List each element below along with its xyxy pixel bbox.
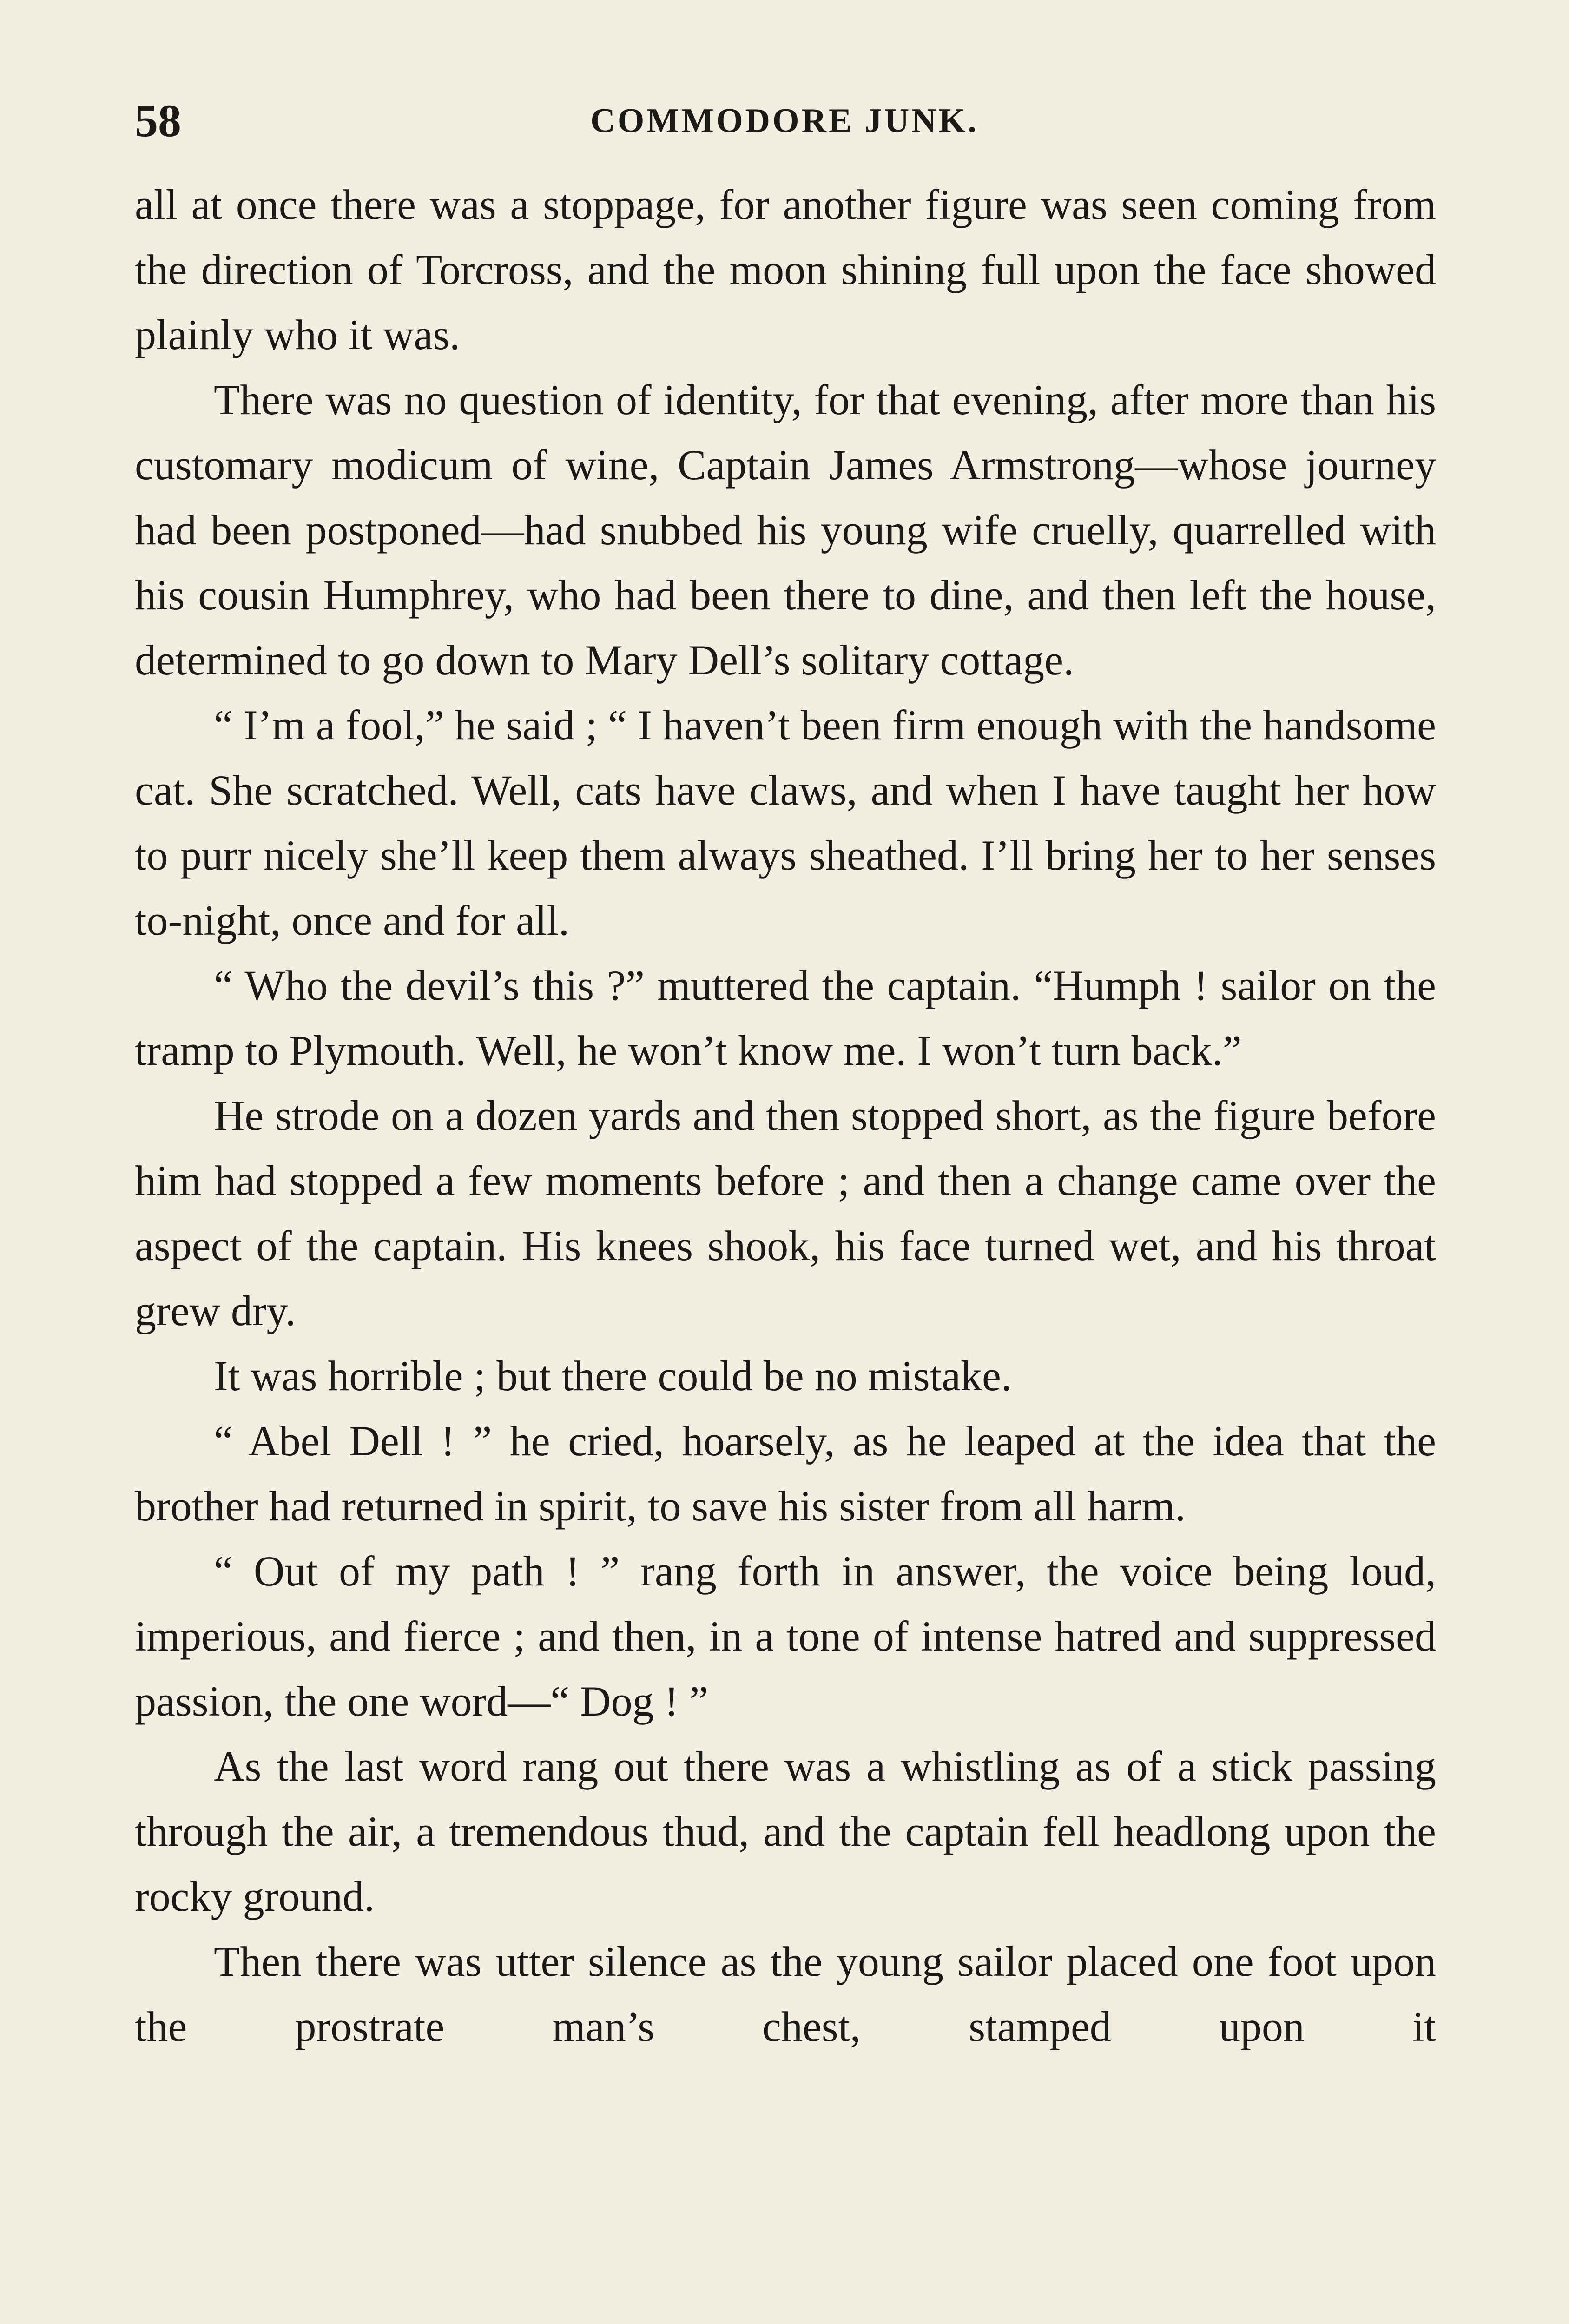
page-header: [135, 91, 1434, 151]
paragraph: “ Out of my path ! ” rang forth in answer, the voice being loud, imperious, and fierce ; and then, in a tone of intense hatred and suppressed passion, the one word—“ Dog ! ”: [135, 1547, 1436, 1725]
paragraph: It was horrible ; but there could be no mistake.: [214, 1352, 1012, 1400]
paragraph: Then there was utter silence as the young sailor placed one foot upon the prostrate man’s chest, stamped upon it: [135, 1938, 1436, 2050]
body-text: [135, 172, 1436, 2059]
paragraph: “ Who the devil’s this ?” muttered the captain. “Humph ! sailor on the tramp to Plymouth. Well, he won’t know me. I won’t turn back.”: [135, 962, 1436, 1074]
paragraph: “ Abel Dell ! ” he cried, hoarsely, as he leaped at the idea that the brother had returned in spirit, to save his sister from all harm.: [135, 1417, 1436, 1530]
paragraph: There was no question of identity, for that evening, after more than his customary modicum of wine, Captain James Armstrong—whose journey had been postponed—had snubbed his young wife cruelly, quarrelled with his cousin Humphrey, who had been there to dine, and then left the house, determined to go down to Mary Dell’s solitary cottage.: [135, 376, 1436, 684]
running-head: COMMODORE JUNK.: [590, 102, 979, 140]
paragraph: all at once there was a stoppage, for another figure was seen coming from the direction of Torcross, and the moon shining full upon the face showed plainly who it was.: [135, 181, 1436, 358]
paragraph: “ I’m a fool,” he said ; “ I haven’t been firm enough with the handsome cat. She scratched. Well, cats have claws, and when I have taught her how to purr nicely she’ll keep them always sheathed. I’ll bring her to her senses to-night, once and for all.: [135, 701, 1436, 944]
paragraph: As the last word rang out there was a whistling as of a stick passing through the air, a tremendous thud, and the captain fell headlong upon the rocky ground.: [135, 1743, 1436, 1920]
page-number: 58: [135, 95, 181, 146]
paragraph: He strode on a dozen yards and then stopped short, as the figure before him had stopped a few moments before ; and then a change came over the aspect of the captain. His knees shook, his face turned wet, and his throat grew dry.: [135, 1092, 1436, 1334]
